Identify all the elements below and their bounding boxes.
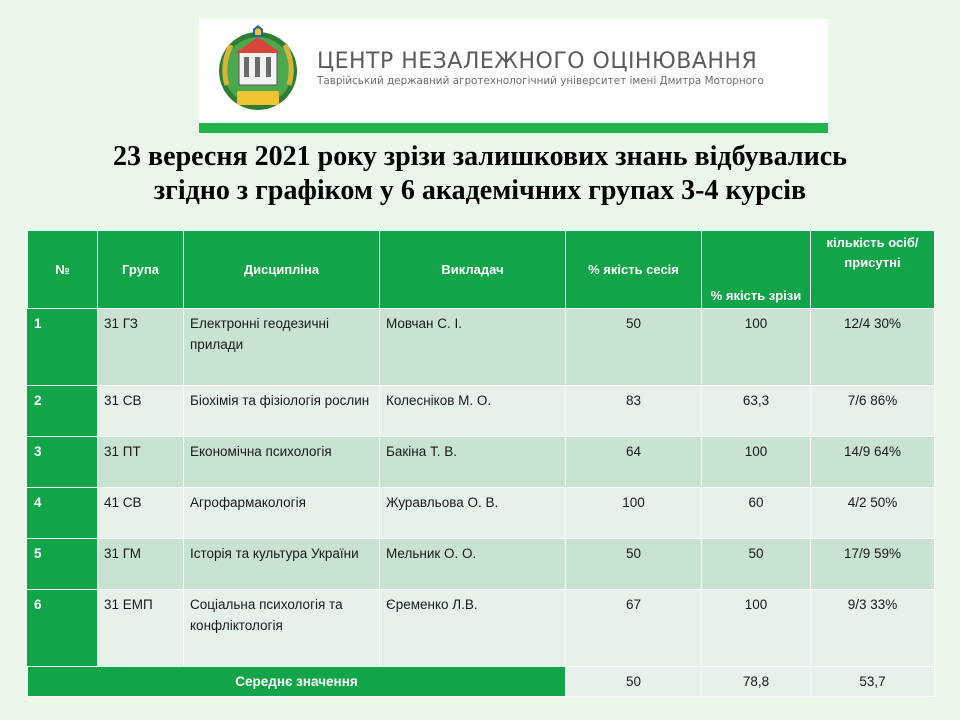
banner-green-strip [199,123,828,133]
row-teacher: Мельник О. О. [380,539,566,590]
row-teacher: Колесніков М. О. [380,386,566,437]
slide-title-line-1: 23 вересня 2021 року зрізи залишкових знань відбувались [113,141,847,172]
row-count: 9/3 33% [811,590,935,667]
row-quality-cut: 100 [702,309,811,386]
row-teacher: Бакіна Т. В. [380,437,566,488]
average-label: Середнє значення [28,667,566,697]
row-count: 7/6 86% [811,386,935,437]
table-row [28,488,935,539]
col-header-num: № [28,231,98,309]
row-num: 3 [28,437,98,488]
row-num: 4 [28,488,98,539]
row-count: 14/9 64% [811,437,935,488]
row-discipline: Соціальна психологія та конфліктологія [184,590,380,667]
row-quality-cut: 50 [702,539,811,590]
row-discipline: Агрофармакологія [184,488,380,539]
table-row [28,437,935,488]
table-row [28,386,935,437]
row-num: 6 [28,590,98,667]
row-quality-cut: 63,3 [702,386,811,437]
col-header-discipline: Дисципліна [184,231,380,309]
average-quality-session: 50 [566,667,702,697]
row-group: 31 ПТ [98,437,184,488]
row-discipline: Електронні геодезичні прилади [184,309,380,386]
row-count: 4/2 50% [811,488,935,539]
row-quality-session: 50 [566,309,702,386]
row-discipline: Біохімія та фізіологія рослин [184,386,380,437]
row-group: 31 ГЗ [98,309,184,386]
table-row [28,309,935,386]
row-quality-cut: 100 [702,590,811,667]
average-count: 53,7 [811,667,935,697]
row-num: 1 [28,309,98,386]
row-discipline: Економічна психологія [184,437,380,488]
col-header-count: кількість осіб/присутні [811,231,935,309]
row-quality-cut: 60 [702,488,811,539]
col-header-group: Група [98,231,184,309]
row-quality-session: 83 [566,386,702,437]
average-quality-cut: 78,8 [702,667,811,697]
org-title: ЦЕНТР НЕЗАЛЕЖНОГО ОЦІНЮВАННЯ [317,49,758,74]
org-subtitle: Таврійський державний агротехнологічний університет імені Дмитра Моторного [317,75,764,87]
average-row [28,667,935,697]
row-quality-session: 67 [566,590,702,667]
table-row [28,590,935,667]
row-discipline: Історія та культура України [184,539,380,590]
row-group: 31 ГМ [98,539,184,590]
col-header-quality-session: % якість сесія [566,231,702,309]
col-header-quality-cut: % якість зрізи [702,231,811,309]
results-table [27,230,935,697]
row-teacher: Єременко Л.В. [380,590,566,667]
table-row [28,539,935,590]
row-num: 5 [28,539,98,590]
header-banner [199,19,828,123]
table-header-row [28,231,935,309]
row-teacher: Мовчан С. І. [380,309,566,386]
row-num: 2 [28,386,98,437]
slide-title-line-2: згідно з графіком у 6 академічних групах 3-4 курсів [153,175,807,206]
row-quality-session: 50 [566,539,702,590]
row-quality-session: 64 [566,437,702,488]
row-count: 17/9 59% [811,539,935,590]
row-group: 31 СВ [98,386,184,437]
row-quality-session: 100 [566,488,702,539]
row-count: 12/4 30% [811,309,935,386]
row-group: 41 СВ [98,488,184,539]
row-group: 31 ЕМП [98,590,184,667]
university-logo [217,25,299,117]
slide-title [0,140,960,208]
row-teacher: Журавльова О. В. [380,488,566,539]
row-quality-cut: 100 [702,437,811,488]
col-header-teacher: Викладач [380,231,566,309]
